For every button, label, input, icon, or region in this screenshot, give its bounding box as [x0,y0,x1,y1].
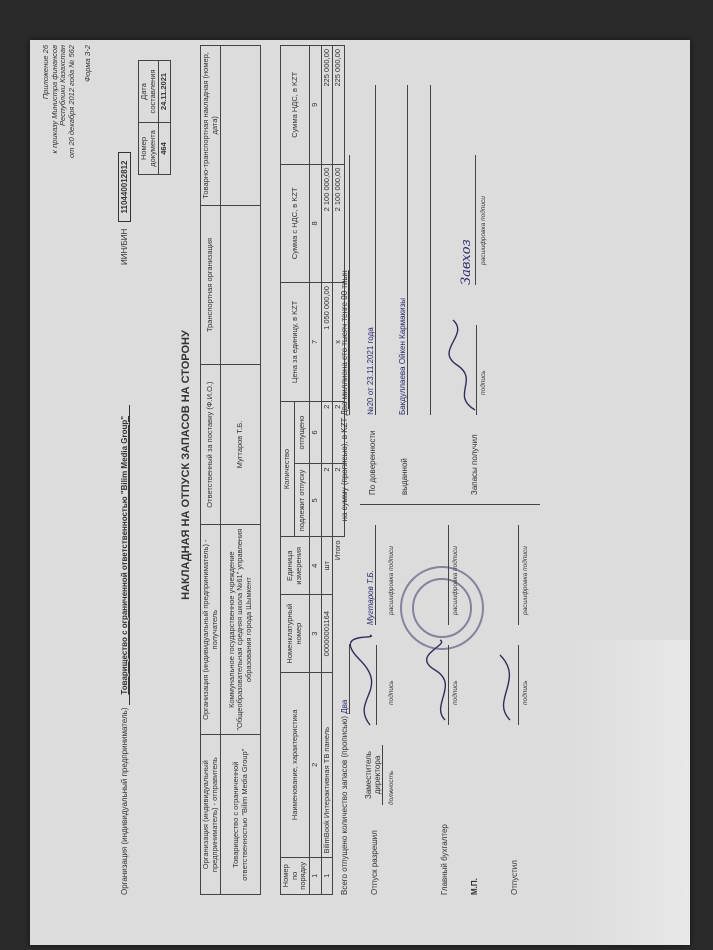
position-caption: должность [388,770,395,805]
total-vat: 225 000,00 [333,46,345,165]
sum-words-value: Два миллиона сто тысяч тенге 00 тиын [340,156,350,416]
party-header: Транспортная организация [201,205,221,365]
sender-value: Товарищество с ограниченной ответственностью "Bilim Media Group" [221,735,261,895]
col-num: 1 [309,857,321,894]
col-header: Наименование, характеристика [281,673,310,857]
item-sum: 2 100 000,00 [321,164,333,283]
total-qty-released: 2 [333,401,345,464]
col-header: Номер по порядку [281,857,310,894]
doc-number-table [138,60,171,175]
col-num: 3 [309,595,321,673]
sign-caption: подпись [480,370,487,395]
annex-note [42,45,77,158]
receiver-signature: Завхоз [460,155,476,285]
sign-caption: подпись [388,680,395,705]
responsible-value: Мугтаров Т.Б. [221,365,261,525]
signatures-area [360,45,620,895]
col-header: Сумма с НДС, в KZT [281,164,310,283]
receiver-value: Коммунальное государственное учреждение "Общеобразовательная средняя школа №61" управления образования города Шымкент [221,524,261,734]
poa-label: По доверенности [368,430,377,495]
col-num: 7 [309,283,321,402]
col-num: 2 [309,673,321,857]
waybill-value [221,46,261,206]
signature-stroke [350,635,371,725]
item-name: BilimBook Интерактивная ТВ панель [321,673,333,857]
iin-block [118,152,131,265]
org-label: Организация (индивидуальный предприниматель) [120,707,129,895]
parties-table [200,45,261,895]
organization-stamp-inner [412,578,472,638]
release-label: Отпуск разрешил [370,830,379,895]
poa-value: №20 от 23.11.2021 года [366,85,376,415]
total-qty-due: 2 [333,464,345,537]
item-vat: 225 000,00 [321,46,333,165]
qty-subheader: отпущено [295,401,309,464]
col-header: Цена за единицу, в KZT [281,283,310,402]
col-num: 8 [309,164,321,283]
col-num: 4 [309,537,321,595]
accountant-label: Главный бухгалтер [440,824,449,895]
col-num: 6 [309,401,321,464]
releaser-name: Мугтаров Т.Б. [366,525,376,625]
iin-value: 110440012812 [118,152,131,223]
items-table [280,45,345,895]
total-sum: 2 100 000,00 [333,164,345,283]
annex-line: Приложение 26 [41,45,50,100]
item-price: 1 050 000,00 [321,283,333,402]
issued-value: Бакдуллаева Ойкен Кармакизы [398,85,408,415]
divider [360,504,540,505]
sum-words-label: на сумму (прописью), в KZT [340,417,349,522]
annex-line: к приказу Министра финансов [49,45,59,154]
item-qty-released: 2 [321,401,333,464]
decode-caption: расшифровка подписи [480,196,487,265]
item-qty-due: 2 [321,464,333,537]
iin-label: ИИН/БИН [120,228,129,265]
totals-words [340,156,350,896]
decode-caption: расшифровка подписи [452,546,459,615]
doc-num-label: Номер документа [139,123,159,175]
col-header: Сумма НДС, в KZT [281,46,310,165]
issued-label: выданной [400,458,409,495]
table-row [321,46,333,895]
col-header: Количество [281,401,295,537]
stamp-place: М.П. [470,878,479,895]
row-number: 1 [321,857,333,894]
qty-words-value: Два [340,644,350,714]
signature-stroke [427,640,446,720]
annex-line: Республики Казахстан [58,45,68,126]
document-title: НАКЛАДНАЯ НА ОТПУСК ЗАПАСОВ НА СТОРОНУ [180,330,192,600]
decode-caption: расшифровка подписи [388,546,395,615]
sign-caption: подпись [452,680,459,705]
invoice-document [40,35,640,895]
annex-line: от 20 декабря 2012 года № 562 [66,45,76,159]
qty-subheader: подлежит отпуску [295,464,309,537]
issued-extra-line [430,85,431,415]
received-label: Запасы получил [470,434,479,495]
doc-date-value: 24.11.2021 [159,61,171,123]
released-label: Отпустил [510,860,519,895]
decode-caption: расшифровка подписи [522,546,529,615]
released-decode-line [518,525,519,625]
party-header: Ответственный за поставку (Ф.И.О.) [201,365,221,525]
transport-value [221,205,261,365]
col-header: Номенклатурный номер [281,595,310,673]
form-number: Форма З-2 [83,45,92,82]
party-header: Организация (индивидуальный предприниматель) - получатель [201,524,221,734]
receiver-handwritten-signature [445,315,485,415]
signature-stroke [449,320,475,410]
org-name: Товарищество с ограниченной ответственностью "Bilim Media Group" [120,405,130,705]
doc-date-label: Дата составления [139,61,159,123]
col-header: Единица измерения [281,537,310,595]
party-header: Товарно-транспортная накладная (номер, дата) [201,46,221,206]
qty-words-label: Всего отпущено количество запасов (прописью) [340,715,349,895]
col-num: 9 [309,46,321,165]
party-header: Организация (индивидуальный предприниматель) - отправитель [201,735,221,895]
deputy-position: Заместитель директора [364,745,383,805]
col-num: 5 [309,464,321,537]
item-nom: 00000001164 [321,595,333,673]
total-price: x [333,283,345,402]
total-label: Итого [333,540,343,561]
item-unit: шт [321,537,333,595]
sign-caption: подпись [522,680,529,705]
signature-stroke [500,655,510,720]
doc-num-value: 464 [159,123,171,175]
